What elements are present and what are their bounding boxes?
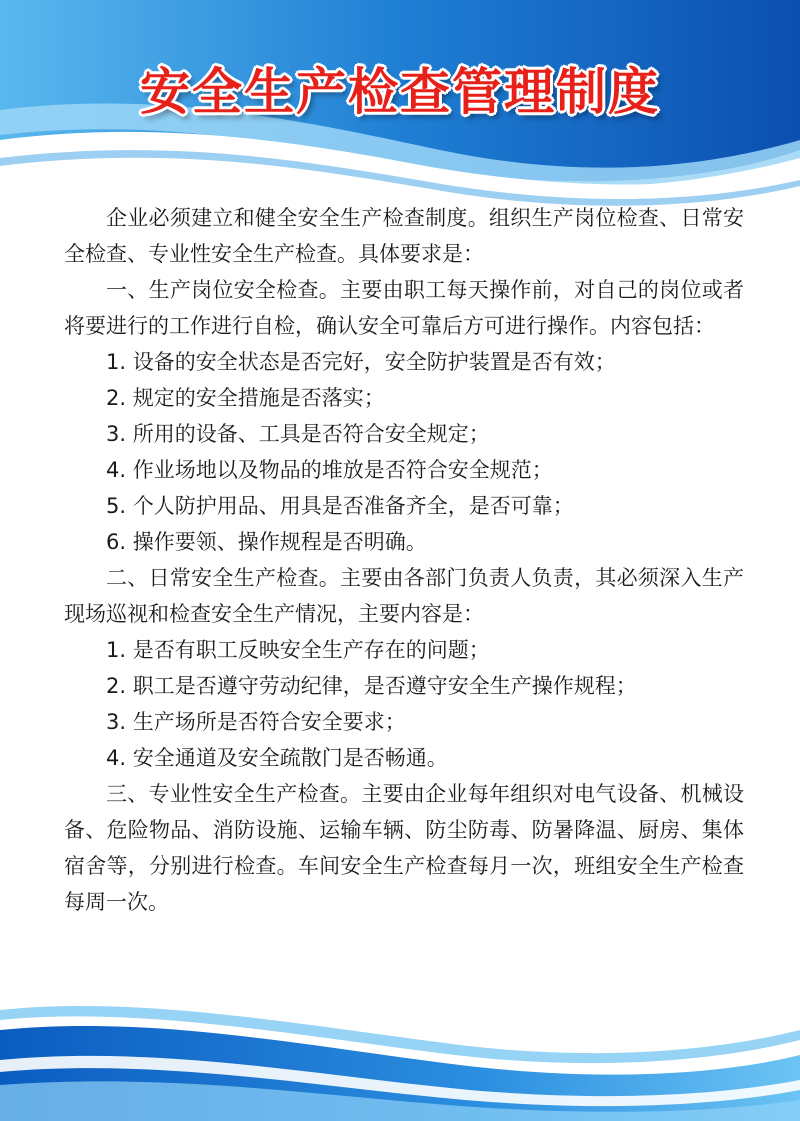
list-item: 4. 作业场地以及物品的堆放是否符合安全规范；	[106, 458, 553, 482]
list-item: 1. 是否有职工反映安全生产存在的问题；	[106, 638, 490, 662]
document-body	[64, 200, 744, 920]
list-item: 5. 个人防护用品、用具是否准备齐全，是否可靠；	[106, 494, 574, 518]
list-item: 6. 操作要领、操作规程是否明确。	[106, 530, 427, 554]
list-item: 4. 安全通道及安全疏散门是否畅通。	[106, 746, 448, 770]
section2-heading: 二、日常安全生产检查。主要由各部门负责人负责，其必须深入生产现场巡视和检查安全生产情况，主要内容是：	[64, 566, 744, 626]
list-item: 1. 设备的安全状态是否完好，安全防护装置是否有效；	[106, 350, 616, 374]
section1-heading: 一、生产岗位安全检查。主要由职工每天操作前，对自己的岗位或者将要进行的工作进行自检，确认安全可靠后方可进行操作。内容包括：	[64, 278, 744, 338]
list-item: 2. 规定的安全措施是否落实；	[106, 386, 385, 410]
list-item: 3. 生产场所是否符合安全要求；	[106, 710, 406, 734]
section3-paragraph: 三、专业性安全生产检查。主要由企业每年组织对电气设备、机械设备、危险物品、消防设施、运输车辆、防尘防毒、防暑降温、厨房、集体宿舍等，分别进行检查。车间安全生产检查每月一次，班组安全生产检查每周一次。	[64, 782, 744, 914]
list-item: 3. 所用的设备、工具是否符合安全规定；	[106, 422, 490, 446]
list-item: 2. 职工是否遵守劳动纪律，是否遵守安全生产操作规程；	[106, 674, 637, 698]
intro-paragraph: 企业必须建立和健全安全生产检查制度。组织生产岗位检查、日常安全检查、专业性安全生产检查。具体要求是：	[64, 206, 744, 266]
page-title: 安全生产检查管理制度	[140, 63, 660, 121]
